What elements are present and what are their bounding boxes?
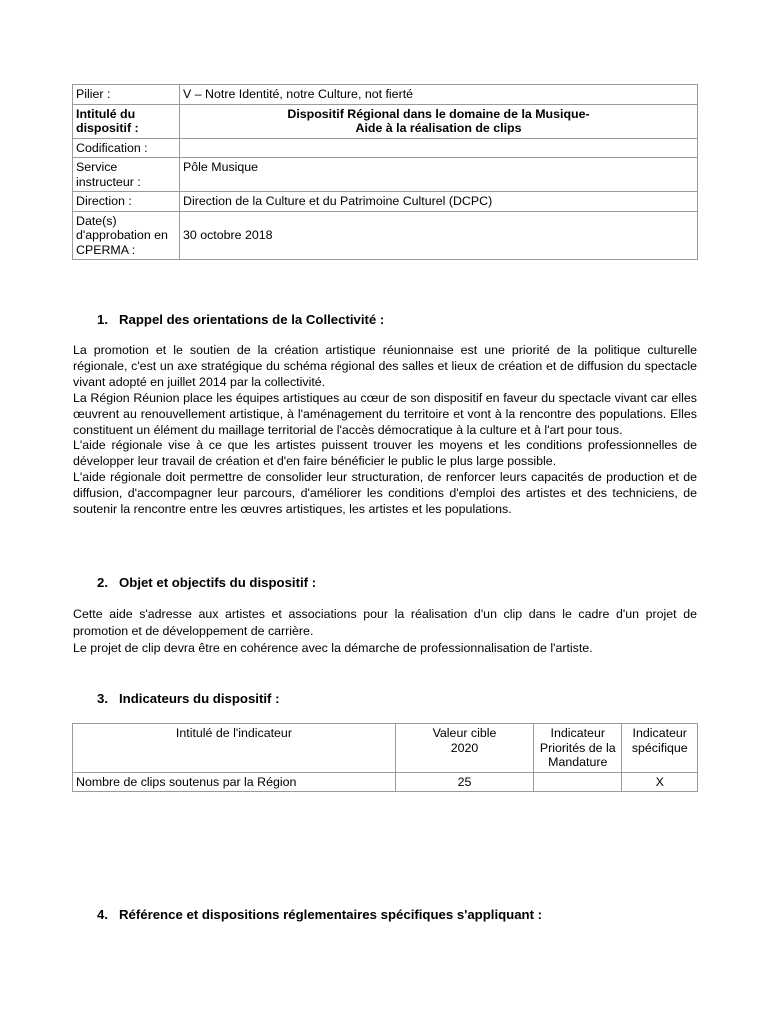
paragraph: La Région Réunion place les équipes artistiques au cœur de son dispositif en faveur du spectacle vivant car elles œuvrent au renouvellement artistique, à l'aménagement du territoire et vont à la rencontre des populations. Elles constituent un élément du maillage territorial de l'accès démocratique à la culture et à l'art pour tous. <box>73 390 697 437</box>
row-label: Codification : <box>73 138 180 158</box>
section-title: Indicateurs du dispositif : <box>119 691 280 706</box>
section-1-body <box>73 343 697 518</box>
section-title: Objet et objectifs du dispositif : <box>119 575 317 590</box>
section-number: 2. <box>97 575 108 590</box>
table-row <box>73 772 698 792</box>
table-row <box>73 104 698 138</box>
paragraph: La promotion et le soutien de la création artistique réunionnaise est une priorité de la politique culturelle régionale, c'est un axe stratégique du schéma régional des salles et lieux de création et de diffusion du spectacle vivant adopté en juillet 2014 par la collectivité. <box>73 343 697 389</box>
section-number: 3. <box>97 691 108 706</box>
column-header: Indicateur Priorités de la Mandature <box>534 724 622 773</box>
table-row <box>73 158 698 192</box>
section-title: Rappel des orientations de la Collectivité : <box>119 312 385 327</box>
section-1-heading <box>97 312 384 327</box>
table-row <box>73 192 698 212</box>
table-header-row <box>73 724 698 773</box>
row-label: Service instructeur : <box>73 158 180 192</box>
row-value: Direction de la Culture et du Patrimoine Culturel (DCPC) <box>180 192 698 212</box>
dispositif-title-line1: Dispositif Régional dans le domaine de la Musique- <box>287 106 590 121</box>
row-label: Direction : <box>73 192 180 212</box>
table-row <box>73 138 698 158</box>
section-title: Référence et dispositions réglementaires spécifiques s'appliquant : <box>119 907 543 922</box>
indicator-name: Nombre de clips soutenus par la Région <box>73 772 396 792</box>
section-number: 4. <box>97 907 108 922</box>
section-2-heading <box>97 575 316 590</box>
paragraph: Cette aide s'adresse aux artistes et associations pour la réalisation d'un clip dans le cadre d'un projet de promotion et de développement de carrière. <box>73 607 697 638</box>
dispositif-title <box>180 104 698 138</box>
table-row <box>73 211 698 260</box>
row-label: Intitulé du dispositif : <box>73 104 180 138</box>
dispositif-title-line2: Aide à la réalisation de clips <box>355 121 522 135</box>
section-number: 1. <box>97 312 108 327</box>
paragraph: L'aide régionale vise à ce que les artistes puissent trouver les moyens et les conditions professionnelles de développer leur travail de création et d'en faire bénéficier le public le plus large possible. <box>73 438 697 469</box>
indicator-table <box>72 723 698 792</box>
section-3-heading <box>97 691 279 706</box>
column-header: Intitulé de l'indicateur <box>73 724 396 773</box>
row-label: Date(s) d'approbation en CPERMA : <box>73 211 180 260</box>
dispositif-info-table <box>72 84 698 260</box>
row-value: V – Notre Identité, notre Culture, not fierté <box>180 85 698 105</box>
row-value <box>180 138 698 158</box>
table-row <box>73 85 698 105</box>
indicator-specific: X <box>622 772 698 792</box>
row-value: 30 octobre 2018 <box>180 211 698 260</box>
paragraph: L'aide régionale doit permettre de consolider leur structuration, de renforcer leurs capacités de production et de diffusion, d'accompagner leur parcours, d'améliorer les conditions d'emploi des artistes et des techniciens, de soutenir la rencontre entre les œuvres artistiques, les artistes et les populations. <box>73 470 697 517</box>
indicator-priority <box>534 772 622 792</box>
indicator-target: 25 <box>395 772 533 792</box>
section-4-heading <box>97 907 542 922</box>
column-header: Valeur cible 2020 <box>395 724 533 773</box>
section-2-body <box>73 606 697 657</box>
row-label: Pilier : <box>73 85 180 105</box>
column-header: Indicateur spécifique <box>622 724 698 773</box>
row-value: Pôle Musique <box>180 158 698 192</box>
paragraph: Le projet de clip devra être en cohérence avec la démarche de professionnalisation de l'artiste. <box>73 641 593 655</box>
